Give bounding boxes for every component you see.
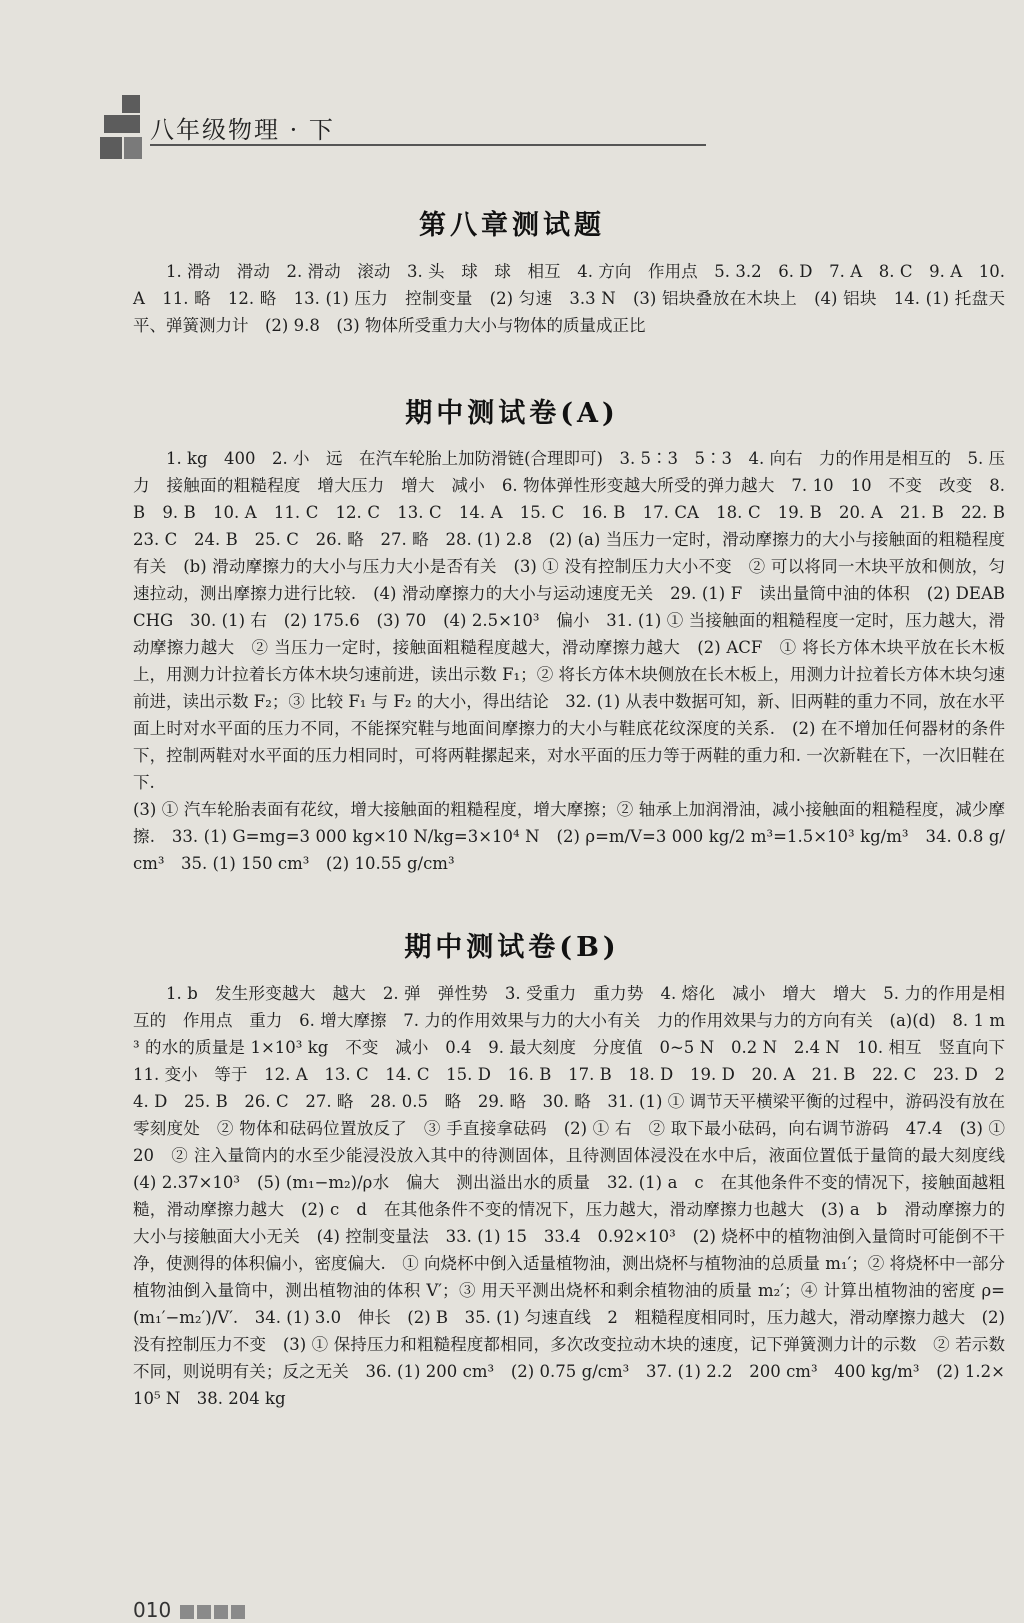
- page-number: 010: [133, 1598, 172, 1622]
- header-title: 八年级物理 · 下: [150, 116, 335, 144]
- answer-paragraph: 1. 滑动 滑动 2. 滑动 滚动 3. 头 球 球 相互 4. 方向 作用点 5. 3.2 6. D 7. A 8. C 9. A 10. A 11. 略 12. 略 13. (1) 压力 控制变量 (2) 匀速 3.3 N (3) 铝块叠放在木块上 (4) 铝块 14. (1) 托盘天平、弹簧测力计 (2) 9.8 (3) 物体所受重力大小与物体的质量成正比: [133, 262, 1005, 335]
- answer-paragraph: 1. kg 400 2. 小 远 在汽车轮胎上加防滑链(合理即可) 3. 5∶3 5∶3 4. 向右 力的作用是相互的 5. 压力 接触面的粗糙程度 增大压力 增大 减小 6. 物体弹性形变越大所受的弹力越大 7. 10 10 不变 改变 8. B 9. B 10. A 11. C 12. C 13. C 14. A 15. C 16. B 17. CA 18. C 19. B 20. A 21. B 22. B 23. C 24. B 25. C 26. 略 27. 略 28. (1) 2.8 (2) (a) 当压力一定时，滑动摩擦力的大小与接触面的粗糙程度有关 (b) 滑动摩擦力的大小与压力大小是否有关 (3) ① 没有控制压力大小不变 ② 可以将同一木块平放和侧放，匀速拉动，测出摩擦力进行比较. (4) 滑动摩擦力的大小与运动速度无关 29. (1) F 读出量筒中油的体积 (2) DEABCHG 30. (1) 右 (2) 175.6 (3) 70 (4) 2.5×10³ 偏小 31. (1) ① 当接触面的粗糙程度一定时，压力越大，滑动摩擦力越大 ② 当压力一定时，接触面粗糙程度越大，滑动摩擦力越大 (2) ACF ① 将长方体木块平放在长木板上，用测力计拉着长方体木块匀速前进，读出示数 F₁；② 将长方体木块侧放在长木板上，用测力计拉着长方体木块匀速前进，读出示数 F₂；③ 比较 F₁ 与 F₂ 的大小，得出结论 32. (1) 从表中数据可知，新、旧两鞋的重力不同，放在水平面上时对水平面的压力不同，不能探究鞋与地面间摩擦力的大小与鞋底花纹深度的关系. (2) 在不增加任何器材的条件下，控制两鞋对水平面的压力相同时，可将两鞋摞起来，对水平面的压力等于两鞋的重力和. 一次新鞋在下，一次旧鞋在下.: [133, 449, 1022, 792]
- header-rule: [150, 144, 706, 146]
- section-body-midterm-a: [133, 445, 1022, 915]
- footer-decoration: [180, 1604, 248, 1623]
- header-decoration: [100, 95, 156, 167]
- section-title-midterm-b: 期中测试卷(B): [404, 932, 620, 963]
- section-title-midterm-a: 期中测试卷(A): [405, 398, 619, 429]
- answer-paragraph: (3) ① 汽车轮胎表面有花纹，增大接触面的粗糙程度，增大摩擦；② 轴承上加润滑油，减小接触面的粗糙程度，减少摩擦. 33. (1) G=mg=3 000 kg×10 N/kg=3×10⁴ N (2) ρ=m/V=3 000 kg/2 m³=1.5×10³ kg/m³ 34. 0.8 g/cm³ 35. (1) 150 cm³ (2) 10.55 g/cm³: [133, 800, 1005, 873]
- section-title-ch8: 第八章测试题: [419, 210, 605, 241]
- section-body-midterm-b: [133, 980, 1022, 1480]
- section-body-ch8: [133, 258, 1005, 358]
- answer-paragraph: 1. b 发生形变越大 越大 2. 弹 弹性势 3. 受重力 重力势 4. 熔化 减小 增大 增大 5. 力的作用是相互的 作用点 重力 6. 增大摩擦 7. 力的作用效果与力的大小有关 力的作用效果与力的方向有关 (a)(d) 8. 1 m³ 的水的质量是 1×10³ kg 不变 减小 0.4 9. 最大刻度 分度值 0~5 N 0.2 N 2.4 N 10. 相互 竖直向下 11. 变小 等于 12. A 13. C 14. C 15. D 16. B 17. B 18. D 19. D 20. A 21. B 22. C 23. D 24. D 25. B 26. C 27. 略 28. 0.5 略 29. 略 30. 略 31. (1) ① 调节天平横梁平衡的过程中，游码没有放在零刻度处 ② 物体和砝码位置放反了 ③ 手直接拿砝码 (2) ① 右 ② 取下最小砝码，向右调节游码 47.4 (3) ① 20 ② 注入量筒内的水至少能浸没放入其中的待测固体，且待测固体浸没在水中后，液面位置低于量筒的最大刻度线 (4) 2.37×10³ (5) (m₁−m₂)/ρ水 偏大 测出溢出水的质量 32. (1) a c 在其他条件不变的情况下，接触面越粗糙，滑动摩擦力越大 (2) c d 在其他条件不变的情况下，压力越大，滑动摩擦力也越大 (3) a b 滑动摩擦力的大小与接触面大小无关 (4) 控制变量法 33. (1) 15 33.4 0.92×10³ (2) 烧杯中的植物油倒入量筒时可能倒不干净，使测得的体积偏小，密度偏大. ① 向烧杯中倒入适量植物油，测出烧杯与植物油的总质量 m₁′；② 将烧杯中一部分植物油倒入量筒中，测出植物油的体积 V′；③ 用天平测出烧杯和剩余植物油的质量 m₂′；④ 计算出植物油的密度 ρ=(m₁′−m₂′)/V′. 34. (1) 3.0 伸长 (2) B 35. (1) 匀速直线 2 粗糙程度相同时，压力越大，滑动摩擦力越大 (2) 没有控制压力不变 (3) ① 保持压力和粗糙程度都相同，多次改变拉动木块的速度，记下弹簧测力计的示数 ② 若示数不同，则说明有关；反之无关 36. (1) 200 cm³ (2) 0.75 g/cm³ 37. (1) 2.2 200 cm³ 400 kg/m³ (2) 1.2×10⁵ N 38. 204 kg: [133, 984, 1022, 1408]
